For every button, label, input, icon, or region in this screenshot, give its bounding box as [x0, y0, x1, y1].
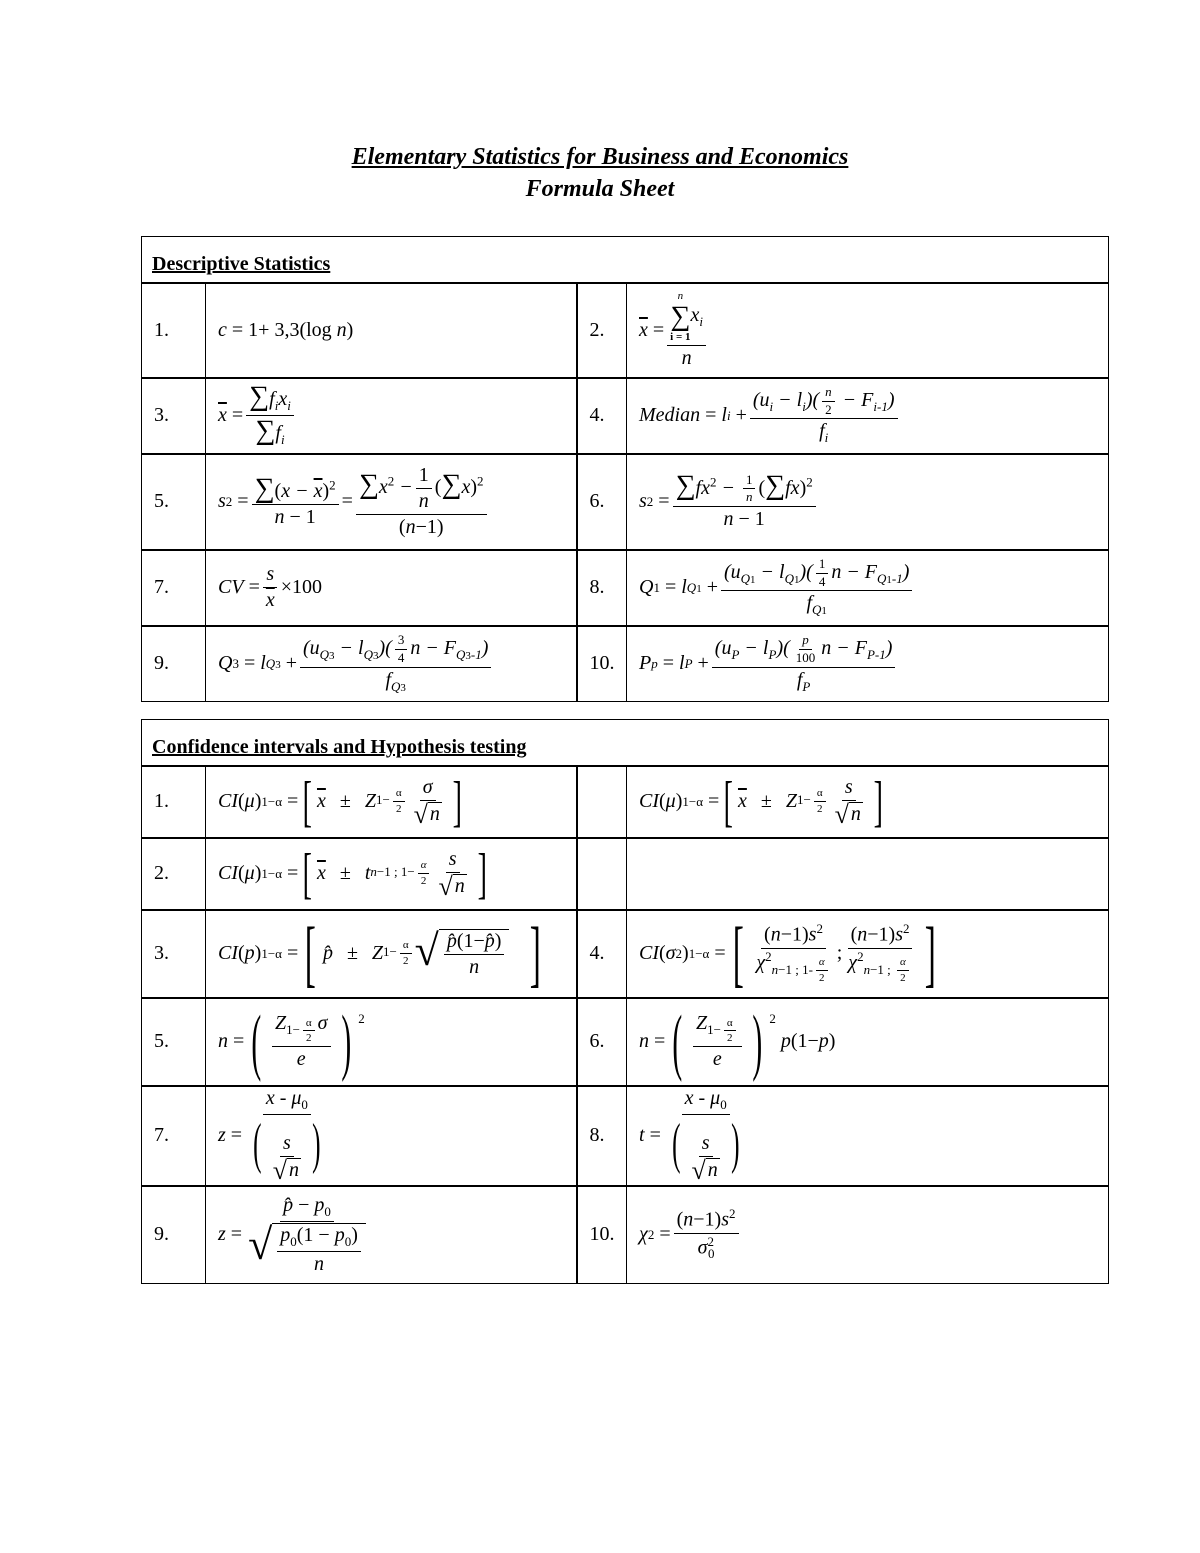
formula-coefficient-of-variation: CV = $\frac{s}{x}$ ×100 [206, 550, 577, 626]
formula-number: 6. [577, 454, 627, 550]
document-title: Elementary Statistics for Business and Economics [351, 144, 849, 170]
formula-ci-mean-sigma-known: CI ( μ ) 1−α = [ $\overline{x}$ ± Z 1− $\frac{\alpha}{2}$ σ √ n ] [206, 766, 577, 838]
formula-number: 3. [142, 378, 206, 454]
formula-t-test-mean: t = $\overline{x} - \mu_0$ ( s √ n ) [627, 1086, 1109, 1186]
formula-number: 5. [142, 454, 206, 550]
formula-number: 9. [142, 1186, 206, 1284]
formula-sample-size-mean: n = ( $Z_{1- \frac{\alpha}{2}}$ σ e ) $^2$ [206, 998, 577, 1086]
formula-number: 7. [142, 1086, 206, 1186]
confidence-intervals-table [141, 719, 1109, 1284]
formula-median: Median = l i + $(u_i - l_i)$( $\frac{n}{2}$ − $F_{i-1}$) $f_i$ [627, 378, 1109, 454]
formula-variance-grouped: s 2 = $\sum fx^2$ − $\frac{1}{n}$ $(\sum fx)^2$ n − 1 [627, 454, 1109, 550]
formula-number: 6. [577, 998, 627, 1086]
formula-number: 2. [577, 283, 627, 378]
descriptive-statistics-table [141, 236, 1109, 702]
section-heading-descriptive: Descriptive Statistics [142, 237, 1109, 283]
formula-class-count: c = 1+ 3,3(log n ) [206, 283, 577, 378]
formula-number: 8. [577, 1086, 627, 1186]
document-subtitle: Formula Sheet [525, 176, 675, 202]
formula-ci-variance: CI ( σ 2 ) 1−α = [ $(n-1)s^2$ $\chi^2_{n-1 ; 1- \frac{\alpha}{2}}$ ; $(n-1)s^2$ $\chi^2_{n-1 ; \frac{\alpha}{2}}$ ] [627, 910, 1109, 998]
section-heading-confidence: Confidence intervals and Hypothesis testing [142, 720, 1109, 766]
formula-number: 9. [142, 626, 206, 702]
formula-chi-square-test: χ 2 = $\frac{(n-1)s^2}{\sigma^2_0}$ [627, 1186, 1109, 1284]
formula-z-test-proportion: z = p̂ − $p_0$ √ $\frac{p_0(1 - p_0)}{n}$ [206, 1186, 577, 1284]
formula-percentile: P p = l P + $(u_P - l_P)$( $\frac{p}{100}$ $n - F_{P-1}$) $f_P$ [627, 626, 1109, 702]
formula-number: 8. [577, 550, 627, 626]
formula-number: 2. [142, 838, 206, 910]
formula-number: 1. [142, 766, 206, 838]
formula-ci-mean-t: CI ( μ ) 1−α = [ $\overline{x}$ ± t n−1 ; 1− $\frac{\alpha}{2}$ s √ n ] [206, 838, 577, 910]
formula-number: 10. [577, 1186, 627, 1284]
formula-ci-mean-sigma-unknown: CI ( μ ) 1−α = [ $\overline{x}$ ± Z 1− $\frac{\alpha}{2}$ s √ n ] [627, 766, 1109, 838]
formula-mean-grouped: $\overline{x}$ = $\frac{\sum f_ix_i}{\sum f_i}$ [206, 378, 577, 454]
formula-mean-raw: $\overline{x}$ = n ∑ i = 1 $x_i$ n [627, 283, 1109, 378]
formula-number: 1. [142, 283, 206, 378]
formula-number: 3. [142, 910, 206, 998]
formula-number: 5. [142, 998, 206, 1086]
formula-number: 7. [142, 550, 206, 626]
formula-z-test-mean: z = $\overline{x} - \mu_0$ ( s √ n ) [206, 1086, 577, 1186]
formula-number: 4. [577, 378, 627, 454]
formula-number: 4. [577, 910, 627, 998]
formula-sample-size-proportion: n = ( $Z_{1- \frac{\alpha}{2}}$ e ) $^2$ p (1− p ) [627, 998, 1109, 1086]
formula-first-quartile: Q 1 = l Q1 + $(u_{Q1} - l_{Q1})$( $\frac{1}{4}$ $n - F_{Q1-1}$) $f_{Q1}$ [627, 550, 1109, 626]
formula-third-quartile: Q 3 = l Q3 + $(u_{Q3} - l_{Q3})$( $\frac{3}{4}$ $n - F_{Q3-1}$) $f_{Q3}$ [206, 626, 577, 702]
formula-ci-proportion: CI ( p ) 1−α = [ p̂ ± Z 1− $\frac{\alpha}{2}$ √ $\frac{p̂(1-p̂)}{n}$ ] [206, 910, 577, 998]
formula-number: 10. [577, 626, 627, 702]
formula-variance-raw: s 2 = $\frac{\sum(x - \overline{x})^2}{n - 1}$ = $\sum x^2$ − $\frac{1}{n}$ $(\sum x)^2$ (n−1) [206, 454, 577, 550]
